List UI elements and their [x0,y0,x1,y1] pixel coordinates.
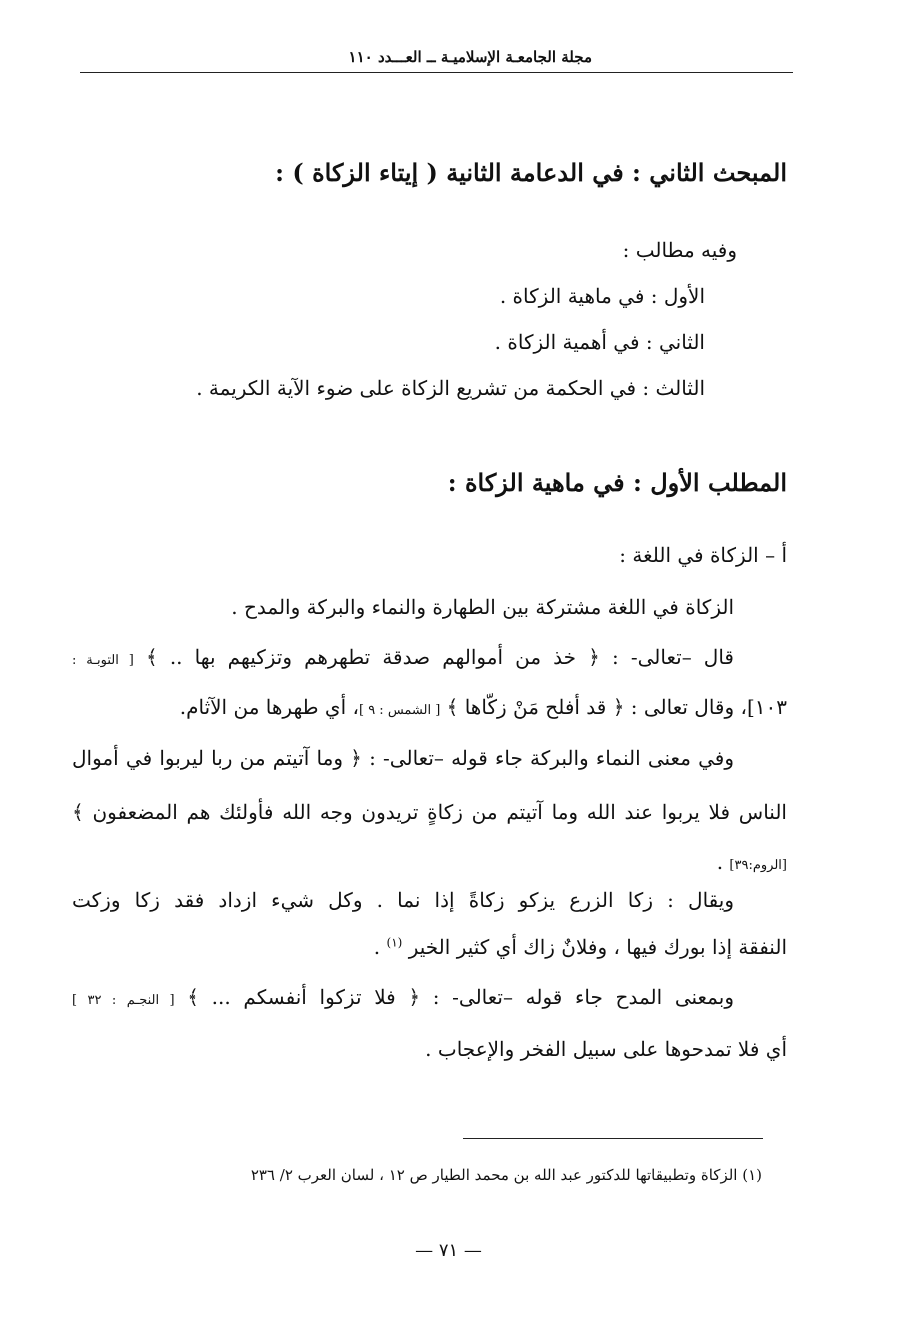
paragraph-line-6: ويقال : زكا الزرع يزكو زكاةً إذا نما . وكل شيء ازداد فقد زكا وزكت [72,888,734,912]
paragraph-line-3: وفي معنى النماء والبركة جاء قوله –تعالى- : ﴿ وما آتيتم من ربا ليربوا في أموال [72,746,734,770]
definition-line: الزكاة في اللغة مشتركة بين الطهارة والنماء والبركة والمدح . [231,595,734,619]
quran-quote-najm: وبمعنى المدح جاء قوله –تعالى- : ﴿ فلا تزكوا أنفسكم ... ﴾ [187,985,734,1009]
quran-quote-shams: ١٠٣]، وقال تعالى : ﴿ قد أفلح مَنْ زكّاها ﴾ [446,695,787,719]
footnote-marker: (١) [386,935,403,950]
quran-reference: [ التوبـة : [72,653,134,668]
subsection-title: المطلب الأول : في ماهية الزكاة : [447,468,787,497]
journal-header: مجلة الجامعـة الإسلاميـة ــ العـــدد ١١٠ [348,48,592,66]
paragraph-line-4: الناس فلا يربوا عند الله وما آتيتم من زكاةٍ تريدون وجه الله فأولئك هم المضعفون ﴾ [72,800,787,824]
paragraph-line-5: [الروم:٣٩] . [716,850,787,874]
list-item-first: الأول : في ماهية الزكاة . [499,284,705,308]
quran-reference: [ النجـم : ٣٢ ] [72,993,175,1008]
point-a-heading: أ – الزكاة في اللغة : [619,543,787,567]
quran-reference: [ الشمس : ٩ ] [358,703,441,718]
list-item-second: الثاني : في أهمية الزكاة . [494,330,705,354]
paragraph-line-7: النفقة إذا بورك فيها ، وفلانٌ زاك أي كثير الخير $^{(١)}$ . [373,935,787,959]
footnote: (١) الزكاة وتطبيقاتها للدكتور عبد الله بن محمد الطيار ص ١٢ ، لسان العرب ٢/ ٢٣٦ [250,1166,762,1184]
quran-quote-tawbah: قال –تعالى- : ﴿ خذ من أموالهم صدقة تطهرهم وتزكيهم بها .. ﴾ [145,645,734,669]
list-item-third: الثالث : في الحكمة من تشريع الزكاة على ضوء الآية الكريمة . [196,376,705,400]
footnote-rule [463,1138,763,1139]
paragraph-line-8 [72,985,734,1009]
paragraph-line-9: أي فلا تمدحوها على سبيل الفخر والإعجاب . [425,1037,787,1061]
header-rule [80,72,793,73]
quran-reference: [الروم:٣٩] [729,858,787,873]
paragraph-line-1 [72,645,734,669]
paragraph-line-2 [180,695,787,719]
explanation-text: ، أي طهرها من الآثام. [179,695,359,719]
section-intro: وفيه مطالب : [622,238,737,262]
page-number: — ٧١ — [415,1240,482,1261]
section-title: المبحث الثاني : في الدعامة الثانية ( إيتاء الزكاة ) : [275,158,787,187]
